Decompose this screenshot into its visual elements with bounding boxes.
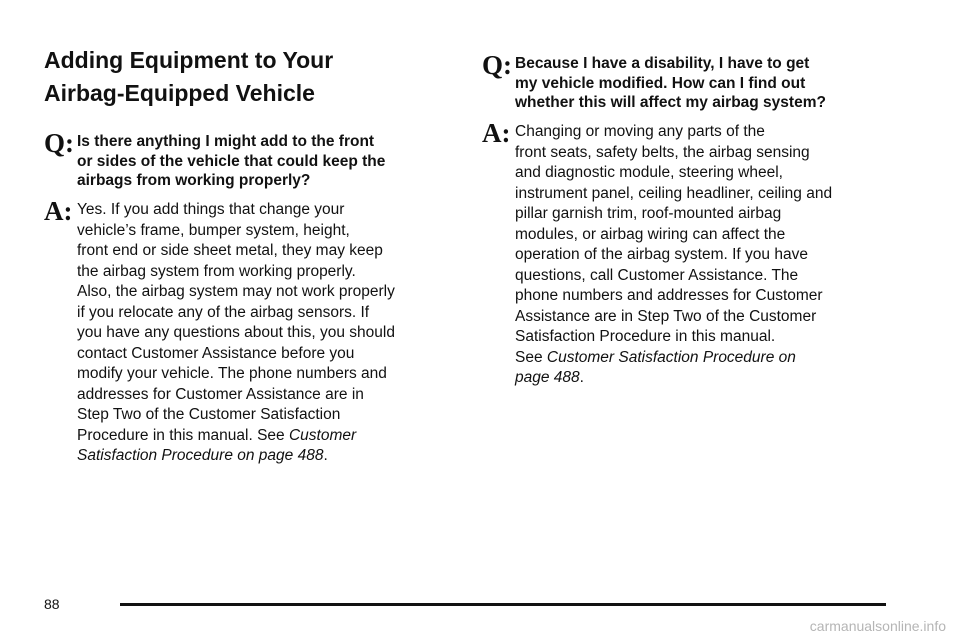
answer-2-text <box>515 122 832 389</box>
text-fragment: Procedure in this manual. See <box>77 426 289 444</box>
section-title <box>44 44 454 110</box>
text-line: Is there anything I might add to the front <box>77 133 375 150</box>
text-line: you have any questions about this, you should <box>77 324 395 341</box>
text-line: Changing or moving any parts of the <box>515 123 765 140</box>
text-line: Yes. If you add things that change your <box>77 201 345 218</box>
text-line: airbags from working properly? <box>77 172 311 189</box>
answer-marker: A: <box>482 118 511 148</box>
text-line: Step Two of the Customer Satisfaction <box>77 406 341 423</box>
answer-1-text <box>77 200 395 467</box>
answer-marker: A: <box>44 196 73 226</box>
page-number: 88 <box>44 596 60 612</box>
question-2 <box>482 50 826 113</box>
text-line: contact Customer Assistance before you <box>77 344 355 362</box>
text-line: instrument panel, ceiling headliner, ceiling and <box>515 184 833 202</box>
text-line: the airbag system from working properly. <box>77 262 356 280</box>
text-line: front seats, safety belts, the airbag sensing <box>515 143 810 161</box>
text-line <box>515 368 832 389</box>
page-reference-link[interactable]: page 488 <box>515 369 580 386</box>
text-line: operation of the airbag system. If you have <box>515 246 808 263</box>
text-line: questions, call Customer Assistance. The <box>515 266 799 284</box>
text-line: Also, the airbag system may not work properly <box>77 283 395 300</box>
question-1 <box>44 128 386 191</box>
text-line: Because I have a disability, I have to get <box>515 55 810 72</box>
page-reference-link[interactable]: Satisfaction Procedure on page 488 <box>77 447 324 464</box>
text-line: if you relocate any of the airbag sensors. If <box>77 303 370 321</box>
text-fragment: See <box>515 348 547 366</box>
text-line: vehicle’s frame, bumper system, height, <box>77 221 350 239</box>
watermark: carmanualsonline.info <box>809 618 946 634</box>
question-marker: Q: <box>482 50 512 80</box>
answer-1 <box>44 196 395 467</box>
text-line: modify your vehicle. The phone numbers and <box>77 365 387 382</box>
text-line: Assistance are in Step Two of the Customer <box>515 307 817 325</box>
text-line: front end or side sheet metal, they may keep <box>77 242 383 259</box>
text-line <box>515 348 832 369</box>
page-reference-link[interactable]: Customer Satisfaction Procedure on <box>546 348 796 366</box>
page-reference-link[interactable]: Customer <box>288 426 357 444</box>
question-1-text <box>77 132 385 191</box>
text-fragment: . <box>579 369 584 386</box>
text-line <box>77 426 395 447</box>
text-line: and diagnostic module, steering wheel, <box>515 164 783 181</box>
text-line: whether this will affect my airbag system? <box>515 94 826 111</box>
section-title-line: Adding Equipment to Your <box>44 47 334 73</box>
footer-rule <box>120 603 886 606</box>
section-title-line: Airbag-Equipped Vehicle <box>44 80 315 106</box>
question-marker: Q: <box>44 128 74 158</box>
question-2-text <box>515 54 826 113</box>
answer-2 <box>482 118 833 389</box>
text-line: phone numbers and addresses for Customer <box>515 287 823 304</box>
text-line <box>77 446 395 467</box>
text-line: or sides of the vehicle that could keep the <box>77 152 386 170</box>
text-line: modules, or airbag wiring can affect the <box>515 225 786 243</box>
text-line: addresses for Customer Assistance are in <box>77 385 364 403</box>
text-line: pillar garnish trim, roof-mounted airbag <box>515 205 782 222</box>
text-line: my vehicle modified. How can I find out <box>515 74 806 92</box>
text-line: Satisfaction Procedure in this manual. <box>515 328 776 345</box>
text-fragment: . <box>323 447 328 464</box>
